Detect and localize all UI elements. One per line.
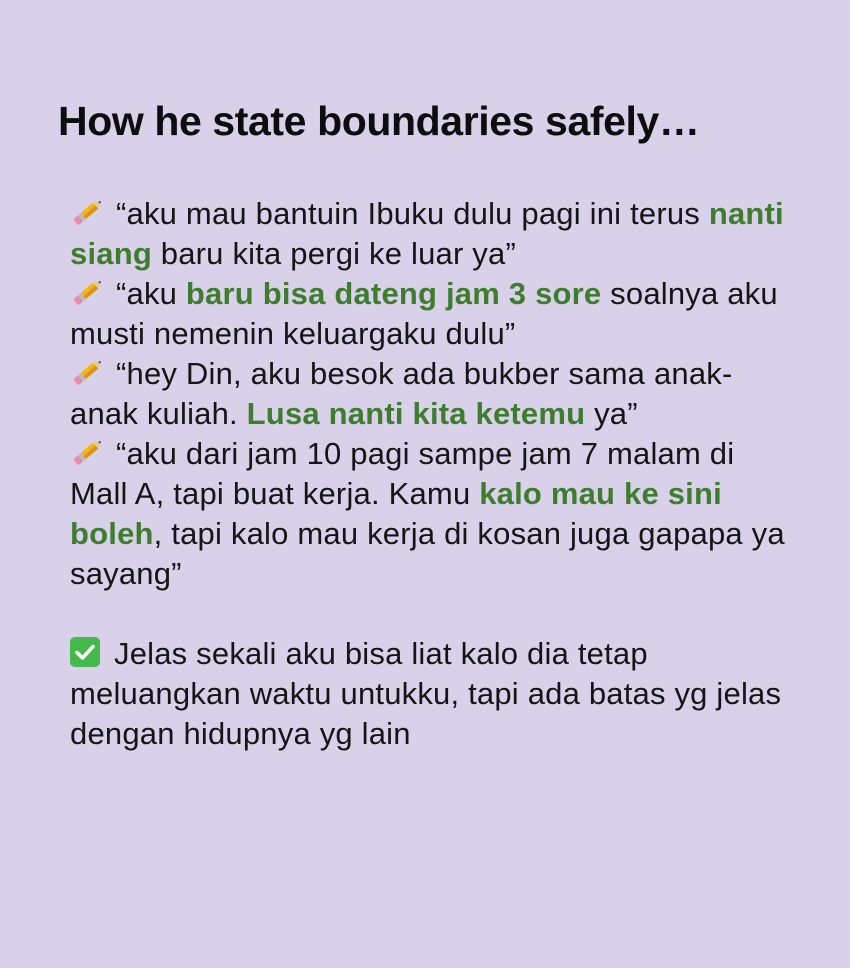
pencil-icon xyxy=(70,356,106,388)
pencil-icon xyxy=(70,276,106,308)
quote-text: “aku xyxy=(116,276,186,311)
pencil-icon xyxy=(70,436,106,468)
highlighted-text: baru bisa dateng jam 3 sore xyxy=(185,276,602,311)
page-title: How he state boundaries safely… xyxy=(58,98,700,144)
quote-item xyxy=(70,274,794,354)
quote-item xyxy=(70,434,794,594)
quote-text: baru kita pergi ke luar ya” xyxy=(151,236,516,271)
quotes-body xyxy=(58,194,794,754)
quote-text: “hey Din, aku besok ada bukber sama anak-anak kuliah. xyxy=(70,356,733,431)
quote-text: soalnya aku musti nemenin keluargaku dulu” xyxy=(70,276,778,351)
pencil-icon xyxy=(70,196,106,228)
conclusion xyxy=(70,634,794,754)
highlighted-text: nanti siang xyxy=(70,196,784,271)
quote-text: , tapi kalo mau kerja di kosan juga gapapa ya sayang” xyxy=(70,516,785,591)
conclusion-text: Jelas sekali aku bisa liat kalo dia tetap meluangkan waktu untukku, tapi ada batas yg jelas dengan hidupnya yg lain xyxy=(70,636,782,751)
quote-text: “aku mau bantuin Ibuku dulu pagi ini terus xyxy=(116,196,709,231)
quote-text: ya” xyxy=(585,396,638,431)
quote-item xyxy=(70,194,794,274)
spacer xyxy=(70,594,794,634)
quote-text: “aku dari jam 10 pagi sampe jam 7 malam di Mall A, tapi buat kerja. Kamu xyxy=(70,436,735,511)
check-mark-icon xyxy=(70,637,100,667)
quote-item xyxy=(70,354,794,434)
highlighted-text: Lusa nanti kita ketemu xyxy=(246,396,586,431)
highlighted-text: kalo mau ke sini boleh xyxy=(70,476,722,551)
